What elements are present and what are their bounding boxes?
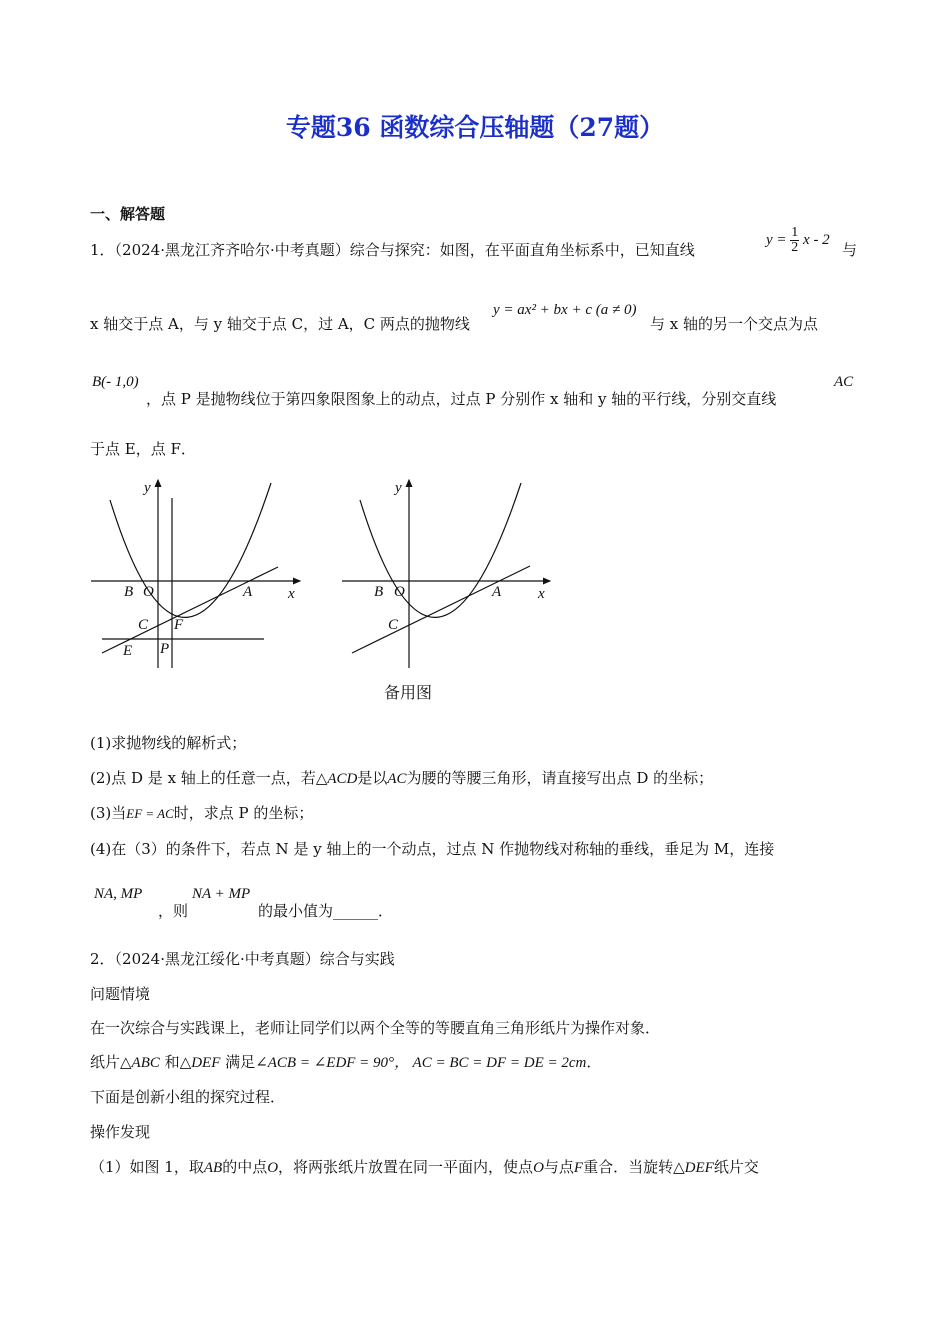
label-a: A [492,584,502,600]
q2-paragraph-1: 在一次综合与实践课上，老师让同学们以两个全等的等腰直角三角形纸片为操作对象． [90,1019,661,1037]
q1-line2-end: 与 x 轴的另一个交点为点 [650,315,818,333]
sum-na-mp: NA + MP [192,886,251,902]
p4-text-f: 纸片交 [713,1158,759,1176]
line-eq-lhs: y = [766,231,787,248]
p4-text-c: ，将两张纸片放置在同一平面内，使点 [278,1158,534,1176]
p2-text-b: 和 [164,1053,180,1071]
q1-line1-text: 1．（2024·黑龙江齐齐哈尔·中考真题）综合与探究：如图，在平面直角坐标系中，已知直线 [90,241,695,259]
point-b: B(- 1,0) [92,374,139,390]
triangle-def: △DEF [179,1055,221,1071]
label-a: A [243,584,253,600]
point-o: O [267,1160,279,1176]
label-b: B [374,584,384,600]
label-b: B [124,584,134,600]
p2-text-a: 纸片 [90,1053,121,1071]
q2-subheading-2: 操作发现 [90,1123,151,1141]
line-equation [766,226,830,255]
q1-line2: x 轴交于点 A，与 y 轴交于点 C，过 A，C 两点的抛物线 [90,315,470,333]
label-c: C [138,617,149,633]
q1-line3: ，点 P 是抛物线位于第四象限图象上的动点，过点 P 分别作 x 轴和 y 轴的平行线，分别交直线 [146,390,777,408]
label-c: C [388,617,399,633]
q1-line1 [90,240,695,260]
q1-sub3 [90,803,313,824]
sub2-text-a: (2)点 D 是 x 轴上的任意一点，若 [90,769,316,787]
figure-2 [338,470,558,675]
label-y: y [144,480,151,496]
sub3-text-a: (3)当 [90,804,127,822]
q1-line4: 于点 E，点 F． [90,440,196,458]
label-y: y [395,480,402,496]
p4-text-a: （1）如图 1，取 [90,1158,204,1176]
segment-ac: AC [834,374,854,390]
label-f: F [174,617,184,633]
segment-ab: AB [203,1160,223,1176]
length-equation: ， AC = BC = DF = DE = 2cm [394,1055,587,1071]
label-o: O [394,584,405,600]
q2-paragraph-3: 下面是创新小组的探究过程． [90,1088,286,1106]
point-o-2: O [533,1160,544,1176]
line-eq-num: 1 [791,225,799,240]
q2-subheading-1: 问题情境 [90,985,151,1003]
q1-sub1: (1)求抛物线的解析式； [90,734,247,752]
q2-heading: 2．（2024·黑龙江绥化·中考真题）综合与实践 [90,950,395,968]
triangle-def-2: △DEF [673,1160,714,1176]
sub4-end: 的最小值为______． [258,902,394,920]
q1-line1-end: 与 [842,241,858,259]
line-eq-den: 2 [791,240,799,255]
section-heading: 一、解答题 [90,205,166,223]
label-o: O [143,584,154,600]
figure-caption: 备用图 [384,683,433,702]
p4-text-e: 重合．当旋转 [583,1158,674,1176]
p2-text-c: 满足 [225,1053,256,1071]
p4-text-b: 的中点 [222,1158,268,1176]
parabola-equation: y = ax² + bx + c (a ≠ 0) [493,302,637,318]
q1-sub4: (4)在（3）的条件下，若点 N 是 y 轴上的一个动点，过点 N 作抛物线对称轴的垂线，垂足为 M，连接 [90,840,775,858]
line-eq-rhs: x - 2 [803,231,830,248]
segments-na-mp: NA, MP [94,886,143,902]
sub4-then: ，则 [158,902,189,920]
q1-sub2 [90,768,713,789]
figure-1 [88,470,308,675]
p4-text-d: 与点 [543,1158,574,1176]
label-x: x [288,586,295,602]
sub3-text-b: 时，求点 P 的坐标； [173,804,314,822]
label-x: x [538,586,545,602]
point-f: F [573,1160,584,1176]
q2-paragraph-2 [90,1052,601,1073]
sub2-text-b: 是以 [357,769,388,787]
line-ac [352,566,530,653]
label-e: E [123,643,133,659]
p2-end: ． [586,1053,602,1071]
label-p: P [160,641,170,657]
q2-paragraph-4 [90,1157,759,1178]
triangle-abc: △ABC [120,1055,160,1071]
segment-ac: AC [387,771,407,787]
line-eq-fraction [790,226,799,255]
sub2-text-c: 为腰的等腰三角形，请直接写出点 D 的坐标； [406,769,714,787]
line-ac [102,567,278,653]
angle-equation: ∠ACB = ∠EDF = 90° [255,1055,395,1071]
page-title: 专题36 函数综合压轴题（27题） [285,113,665,142]
ef-equals-ac: EF = AC [126,806,174,821]
triangle-acd: △ACD [315,771,358,787]
